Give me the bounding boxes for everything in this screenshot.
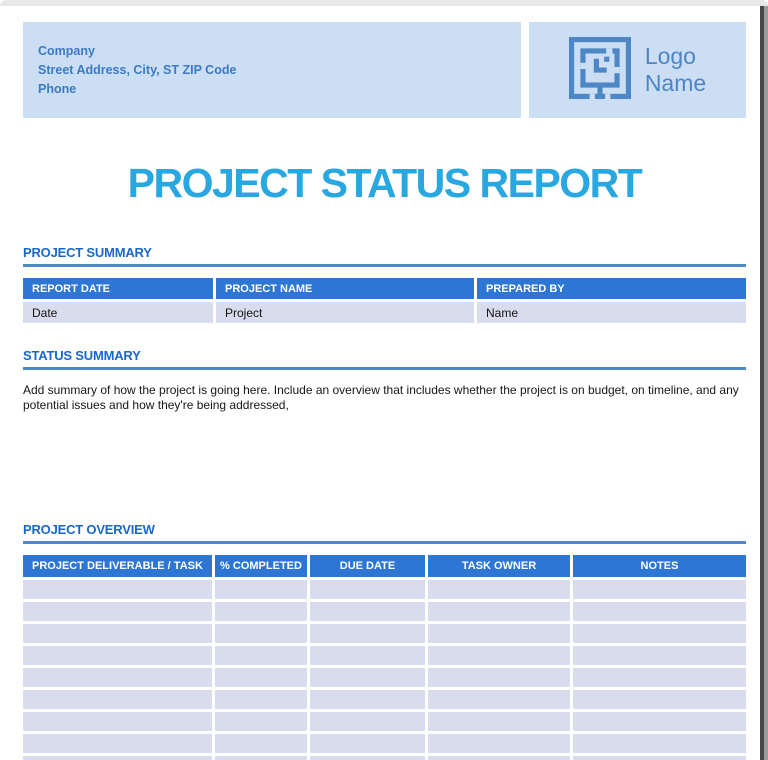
page-right-scrollbar[interactable] — [760, 5, 768, 760]
overview-header-notes: NOTES — [573, 555, 746, 577]
overview-empty-cell — [573, 690, 746, 709]
overview-empty-cell — [310, 690, 425, 709]
logo-name-line1: Logo — [644, 43, 696, 69]
report-title: PROJECT STATUS REPORT — [127, 160, 642, 206]
overview-empty-cell — [23, 624, 212, 643]
overview-empty-cell — [310, 624, 425, 643]
letterhead — [23, 22, 746, 118]
overview-empty-cell — [23, 646, 212, 665]
overview-empty-cell — [23, 580, 212, 599]
summary-cell-date: Date — [23, 302, 213, 323]
overview-empty-cell — [573, 580, 746, 599]
project-overview-rule — [23, 541, 746, 544]
overview-empty-cell — [428, 756, 570, 760]
overview-empty-cell — [310, 646, 425, 665]
overview-empty-cell — [215, 646, 307, 665]
overview-empty-cell — [215, 690, 307, 709]
company-name-text: Company — [38, 43, 95, 58]
document-content — [23, 0, 746, 760]
company-address-text: Street Address, City, ST ZIP Code — [38, 62, 237, 77]
summary-header-row — [23, 278, 746, 299]
overview-empty-cell — [573, 734, 746, 753]
maze-logo-icon — [569, 37, 631, 104]
status-summary-body: Add summary of how the project is going here. Include an overview that includes whether the project is on budget, on timeline, and any potential issues and how they're being addressed, — [23, 383, 739, 412]
logo-name-line2: Name — [644, 70, 707, 96]
overview-empty-cell — [428, 624, 570, 643]
overview-empty-cell — [23, 756, 212, 760]
overview-empty-cell — [428, 646, 570, 665]
project-summary-heading: PROJECT SUMMARY — [23, 245, 152, 260]
overview-empty-cell — [215, 734, 307, 753]
overview-empty-cell — [310, 756, 425, 760]
overview-empty-cell — [428, 690, 570, 709]
overview-empty-cell — [310, 602, 425, 621]
overview-empty-cell — [23, 668, 212, 687]
logo-box — [529, 22, 746, 118]
company-phone-text: Phone — [38, 81, 77, 96]
summary-header-prepared-by: PREPARED BY — [477, 278, 746, 299]
summary-table — [23, 278, 746, 323]
overview-header-due-date: DUE DATE — [310, 555, 425, 577]
overview-header-deliverable: PROJECT DELIVERABLE / TASK — [23, 555, 212, 577]
overview-empty-cell — [23, 734, 212, 753]
overview-empty-cell — [428, 712, 570, 731]
project-summary-rule — [23, 264, 746, 267]
overview-empty-row — [23, 624, 746, 643]
overview-empty-cell — [23, 712, 212, 731]
overview-table-body — [23, 580, 746, 760]
overview-empty-cell — [573, 602, 746, 621]
overview-empty-row — [23, 690, 746, 709]
overview-empty-cell — [215, 756, 307, 760]
overview-empty-cell — [215, 624, 307, 643]
overview-empty-cell — [573, 668, 746, 687]
summary-cell-project: Project — [216, 302, 474, 323]
overview-empty-cell — [215, 602, 307, 621]
overview-empty-cell — [310, 580, 425, 599]
overview-empty-row — [23, 580, 746, 599]
project-overview-heading: PROJECT OVERVIEW — [23, 522, 155, 537]
overview-empty-row — [23, 756, 746, 760]
overview-empty-cell — [573, 712, 746, 731]
overview-empty-cell — [573, 624, 746, 643]
logo-name-text — [645, 43, 706, 97]
summary-header-project-name: PROJECT NAME — [216, 278, 474, 299]
status-summary-heading: STATUS SUMMARY — [23, 348, 141, 363]
summary-cell-name: Name — [477, 302, 746, 323]
overview-header-row — [23, 555, 746, 577]
overview-empty-row — [23, 712, 746, 731]
window-top-edge — [0, 0, 768, 6]
overview-empty-cell — [428, 734, 570, 753]
overview-empty-row — [23, 734, 746, 753]
overview-table — [23, 555, 746, 760]
overview-empty-cell — [23, 690, 212, 709]
overview-empty-cell — [573, 756, 746, 760]
overview-empty-cell — [23, 602, 212, 621]
overview-empty-row — [23, 646, 746, 665]
overview-empty-row — [23, 602, 746, 621]
summary-data-row — [23, 302, 746, 323]
overview-empty-cell — [310, 668, 425, 687]
overview-empty-cell — [310, 734, 425, 753]
summary-header-report-date: REPORT DATE — [23, 278, 213, 299]
status-summary-rule — [23, 367, 746, 370]
overview-empty-cell — [573, 646, 746, 665]
overview-header-completed: % COMPLETED — [215, 555, 307, 577]
overview-empty-cell — [428, 668, 570, 687]
overview-header-task-owner: TASK OWNER — [428, 555, 570, 577]
overview-empty-cell — [215, 712, 307, 731]
overview-empty-cell — [215, 580, 307, 599]
overview-empty-cell — [215, 668, 307, 687]
overview-empty-cell — [428, 580, 570, 599]
scrollbar-track-light[interactable] — [764, 5, 768, 760]
company-info-box — [23, 22, 521, 118]
overview-empty-cell — [310, 712, 425, 731]
overview-empty-row — [23, 668, 746, 687]
overview-empty-cell — [428, 602, 570, 621]
